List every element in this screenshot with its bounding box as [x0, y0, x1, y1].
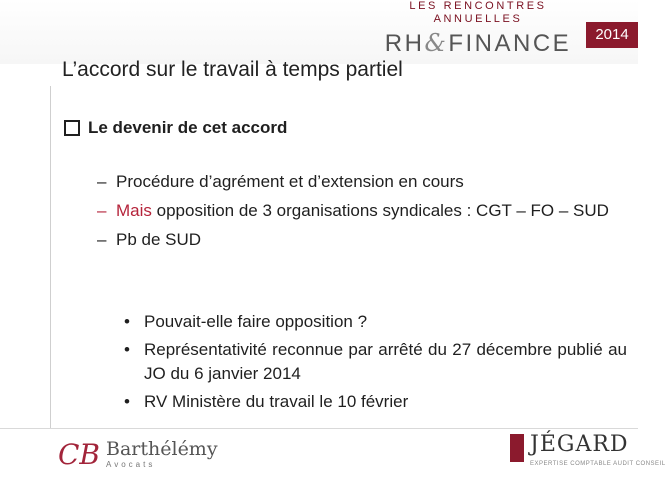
list-item-text: Procédure d’agrément et d’extension en cours	[116, 172, 464, 191]
year-badge: 2014	[586, 22, 638, 48]
list-item	[97, 199, 627, 223]
brand-subtitle: LES RENCONTRES ANNUELLES	[409, 0, 547, 25]
list-item	[124, 390, 627, 414]
list-item-text: Représentativité reconnue par arrêté du 27 décembre publié au JO du 6 janvier 2014	[144, 340, 627, 383]
barthelemy-logo-text	[106, 439, 218, 469]
footer-divider	[0, 428, 638, 429]
section-heading	[64, 118, 287, 138]
list-item-text: RV Ministère du travail le 10 février	[144, 392, 409, 411]
dot-bullet-icon: •	[124, 312, 130, 331]
list-item	[124, 338, 627, 386]
dash-list	[97, 170, 627, 257]
dash-bullet-icon: –	[97, 201, 107, 220]
list-item	[124, 310, 627, 334]
dot-list	[124, 310, 627, 418]
barthelemy-subtitle: Avocats	[106, 460, 156, 469]
dot-bullet-icon: •	[124, 392, 130, 411]
jegard-subtitle: EXPERTISE COMPTABLE AUDIT CONSEIL	[530, 461, 666, 467]
dot-bullet-icon: •	[124, 340, 130, 359]
dash-bullet-icon: –	[97, 172, 107, 191]
jegard-name: JÉGARD	[530, 432, 629, 457]
dash-bullet-icon: –	[97, 230, 107, 249]
list-item	[97, 170, 627, 194]
jegard-logo	[510, 432, 666, 476]
list-item-text: Pouvait-elle faire opposition ?	[144, 312, 368, 331]
page-title: L’accord sur le travail à temps partiel	[62, 58, 403, 81]
event-brand	[372, 0, 584, 57]
brand-finance: FINANCE	[448, 30, 572, 57]
brand-title	[372, 29, 584, 58]
barthelemy-logo	[58, 434, 228, 474]
highlight-word: Mais	[116, 201, 152, 220]
brand-ampersand: &	[424, 29, 449, 57]
checkbox-bullet-icon	[64, 120, 80, 136]
barthelemy-name: Barthélémy	[106, 438, 218, 460]
list-item-text: opposition de 3 organisations syndicales : CGT – FO – SUD	[151, 201, 609, 220]
jegard-logo-mark	[510, 434, 524, 462]
list-item	[97, 228, 627, 252]
barthelemy-logo-mark: CB	[58, 437, 100, 471]
brand-rh: RH	[384, 30, 425, 57]
section-title: Le devenir de cet accord	[88, 118, 288, 137]
list-item-text: Pb de SUD	[116, 230, 202, 249]
